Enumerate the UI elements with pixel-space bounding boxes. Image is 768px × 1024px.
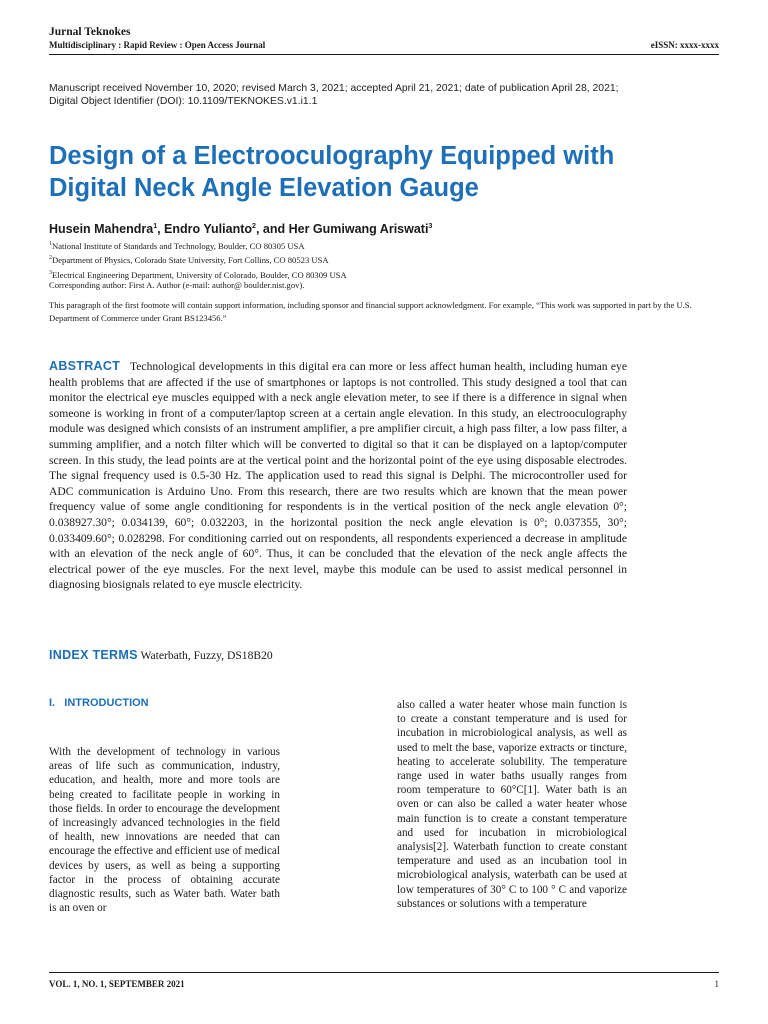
- section-heading-introduction: [49, 697, 149, 709]
- section-title: INTRODUCTION: [64, 697, 149, 709]
- author-affil-mark: 1: [153, 222, 158, 230]
- footer-divider: [49, 972, 719, 973]
- body-column-left: With the development of technology in various areas of life such as communication, industry, education, and health, more and more tools are being created to facilitate people in working in those fields. In order to encourage the development of increasingly advanced technologies in the field of health, new innovations are needed that can encourage the effective and efficient use of medical devices by users, as well as being a supporting factor in the process of obtaining accurate diagnostic results, such as Water bath. Water bath is an oven or: [49, 746, 280, 915]
- journal-subtitle: Multidisciplinary : Rapid Review : Open Access Journal: [49, 40, 266, 50]
- index-terms-text: Waterbath, Fuzzy, DS18B20: [140, 649, 273, 662]
- author-separator: , and: [255, 222, 289, 236]
- affiliation-mark: 2: [49, 255, 52, 262]
- author-affil-mark: 3: [428, 222, 433, 230]
- affiliation-text: Department of Physics, Colorado State University, Fort Collins, CO 80523 USA: [52, 255, 329, 266]
- corresponding-author: Corresponding author: First A. Author (e-mail: author@ boulder.nist.gov).: [49, 280, 305, 290]
- author-name: Her Gumiwang Ariswati: [288, 222, 429, 236]
- affiliation-item: [49, 252, 347, 266]
- author-name: Endro Yulianto: [164, 222, 253, 236]
- eissn: eISSN: xxxx-xxxx: [650, 40, 719, 50]
- author-separator: ,: [157, 222, 165, 236]
- abstract-text: Technological developments in this digital era can more or less affect human health, including human eye health problems that are affected if the use of smartphones or laptops is not controlled. This study designed a tool that can monitor the electrical eye muscles equipped with a neck angle elevation meter, to see if there is a difference in signal when someone is working in front of a computer/laptop screen at a certain angle elevation. In this study, an electrooculography module was designed which consists of an instrument amplifier, a pre amplifier circuit, a high pass filter, a low pass filter, a summing amplifier, and a notch filter which will be converted to digital so that it can be displayed on a laptop/computer screen. In this study, the lead points are at the vertical point and the horizontal point of the eye using disposable electrodes. The signal frequency used is 0.5-30 Hz. The application used to read this signal is Delphi. The microcontroller used for ADC communication is Arduino Uno. From this research, there are two results which are known that the mean power frequency value of some angle conditioning for respondents is in the vertical position of the neck angle elevation 0°; 0.038927.30°; 0.034139, 60°; 0.032203, in the horizontal position the neck angle elevation is 0°; 0.037355, 30°; 0.033409.60°; 0.028298. For conditioning carried out on respondents, all respondents experienced a decrease in amplitude with an elevation of the neck angle of 60°. Thus, it can be concluded that the elevation of the neck angle affects the electrical power of the eye muscles. For the next level, maybe this module can be used to assist medical personnel in diagnosing biosignals related to eye muscle electricity.: [49, 360, 627, 592]
- affiliation-mark: 3: [49, 269, 52, 276]
- author-list: [49, 222, 432, 236]
- doi: Digital Object Identifier (DOI): 10.1109/TEKNOKES.v1.i1.1: [49, 96, 318, 107]
- funding-footnote: This paragraph of the first footnote will contain support information, including sponsor and financial support acknowledgment. For example, “This work was supported in part by the U.S. Department of Commerce under Grant BS123456.”: [49, 300, 692, 323]
- author-affil-mark: 2: [252, 222, 256, 230]
- manuscript-history: [49, 82, 719, 108]
- abstract: [49, 359, 627, 593]
- body-column-right: also called a water heater whose main function is to create a constant temperature and is used for incubation in microbiological analysis, as well as used to melt the base, vaporize extracts or tincture, heating to accelerate solubility. The temperature range used in water baths usually ranges from room temperature to 60°C[1]. Water bath is an oven or can also be called a water heater whose main function is to create a constant temperature and used for incubation in microbiological analysis[2]. Waterbath function to create constant temperature and used as an incubation tool in microbiological analysis, waterbath can be used at low temperatures of 30° C to 100 ° C and vaporize substances or solutions with a temperature: [397, 699, 627, 910]
- index-terms-label: INDEX TERMS: [49, 648, 138, 662]
- title-line-1: Design of a Electrooculography Equipped with: [49, 142, 615, 170]
- paper-title: [49, 140, 739, 204]
- section-number: I.: [49, 697, 56, 709]
- title-line-2: Digital Neck Angle Elevation Gauge: [49, 174, 479, 202]
- page-number: 1: [714, 979, 719, 989]
- affiliations: [49, 238, 347, 281]
- affiliation-mark: 1: [49, 241, 52, 247]
- affiliation-text: Electrical Engineering Department, University of Colorado, Boulder, CO 80309 USA: [52, 269, 347, 280]
- affiliation-item: [49, 238, 347, 252]
- index-terms: [49, 648, 273, 662]
- affiliation-text: National Institute of Standards and Technology, Boulder, CO 80305 USA: [52, 240, 305, 251]
- journal-name: Jurnal Teknokes: [49, 26, 131, 38]
- abstract-label: ABSTRACT: [49, 359, 121, 373]
- author-name: Husein Mahendra: [49, 222, 154, 236]
- history-dates: Manuscript received November 10, 2020; revised March 3, 2021; accepted April 21, 2021; date of publication April 28, 2021;: [49, 83, 619, 94]
- footer-volume: VOL. 1, NO. 1, SEPTEMBER 2021: [49, 979, 185, 989]
- header-divider: [49, 54, 719, 55]
